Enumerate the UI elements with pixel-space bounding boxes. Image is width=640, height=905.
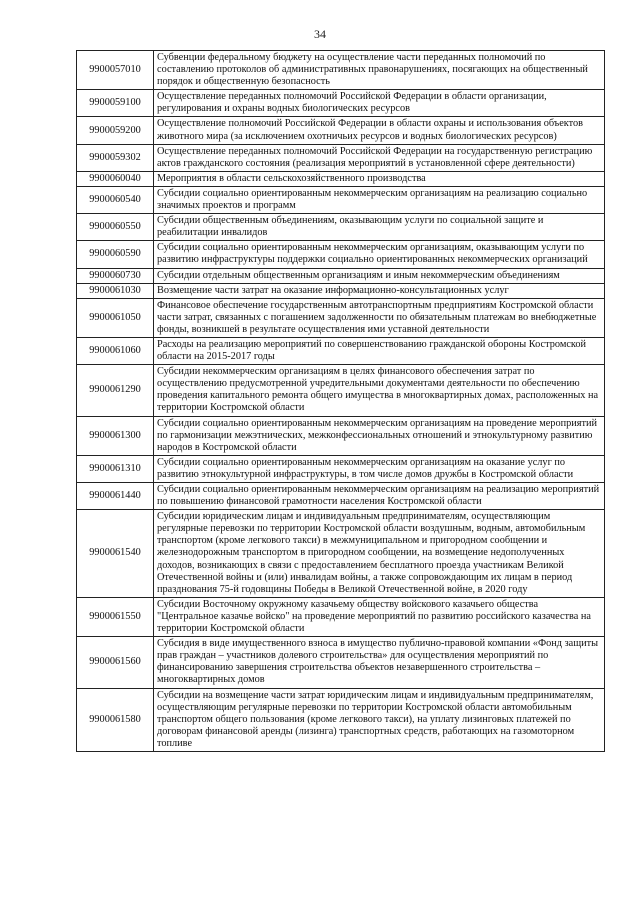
row-code: 9900061550 [77, 597, 154, 636]
row-description: Субсидии на возмещение части затрат юридическим лицам и индивидуальным предпринимателям, осуществляющим регулярные перевозки по территории Костромской области автомобильным транспортом общего пользования (кроме легкового такси), на уплату лизинговых платежей по договорам финансовой аренды (лизинга) транспортных средств, работающих на газомоторном топливе [154, 688, 605, 751]
row-code: 9900059100 [77, 90, 154, 117]
table-row [77, 117, 605, 144]
row-description: Субсидии социально ориентированным некоммерческим организациям на проведение мероприятий по гармонизации межэтнических, межконфессиональных отношений и этнокультурному развитию народов в Костромской области [154, 416, 605, 455]
row-description: Субсидии социально ориентированным некоммерческим организациям на реализацию мероприятий по повышению финансовой грамотности населения Костромской области [154, 483, 605, 510]
table-row [77, 283, 605, 298]
table-row [77, 688, 605, 751]
row-code: 9900060590 [77, 241, 154, 268]
row-code: 9900060730 [77, 268, 154, 283]
row-code: 9900060550 [77, 214, 154, 241]
table-row [77, 637, 605, 688]
row-code: 9900061030 [77, 283, 154, 298]
table-row [77, 455, 605, 482]
table-body [77, 51, 605, 752]
table-row [77, 510, 605, 598]
table-row [77, 186, 605, 213]
row-description: Субсидии Восточному окружному казачьему обществу войскового казачьего общества "Центральное казачье войско" на проведение мероприятий по развитию российского казачества на территории Костромской области [154, 597, 605, 636]
row-description: Субсидии отдельным общественным организациям и иным некоммерческим объединениям [154, 268, 605, 283]
row-description: Субвенции федеральному бюджету на осуществление части переданных полномочий по составлению протоколов об административных правонарушениях, посягающих на общественный порядок и общественную безопасность [154, 51, 605, 90]
table-row [77, 597, 605, 636]
row-description: Субсидии некоммерческим организациям в целях финансового обеспечения затрат по осуществлению предусмотренной учредительными документами деятельности по обеспечению проведения капитального ремонта общего имущества в многоквартирных домах, расположенных на территории Костромской области [154, 365, 605, 416]
row-description: Субсидии общественным объединениям, оказывающим услуги по социальной защите и реабилитации инвалидов [154, 214, 605, 241]
row-description: Субсидии юридическим лицам и индивидуальным предпринимателям, осуществляющим регулярные перевозки по территории Костромской области воздушным, водным, автомобильным транспортом (кроме легкового такси) в межмуниципальном и пригородном сообщении и железнодорожным транспортом в пригородном сообщении, на возмещение недополученных доходов, возникающих в связи с предоставлением бесплатного проезда участникам Великой Отечественной войны и (или) инвалидам войны, а также сопровождающим их лицам в период празднования 75-й годовщины Победы в Великой Отечественной войне, в 2020 году [154, 510, 605, 598]
row-description: Субсидии социально ориентированным некоммерческим организациям на оказание услуг по развитию этнокультурной инфраструктуры, в том числе домов дружбы в Костромской области [154, 455, 605, 482]
row-code: 9900061560 [77, 637, 154, 688]
table-row [77, 171, 605, 186]
table-row [77, 90, 605, 117]
table-row [77, 144, 605, 171]
budget-code-table [76, 50, 605, 752]
row-code: 9900060040 [77, 171, 154, 186]
table-row [77, 365, 605, 416]
row-description: Расходы на реализацию мероприятий по совершенствованию гражданской обороны Костромской области на 2015-2017 годы [154, 337, 605, 364]
table-row [77, 51, 605, 90]
row-code: 9900061290 [77, 365, 154, 416]
row-description: Субсидии социально ориентированным некоммерческим организациям, оказывающим услуги по развитию инфраструктуры поддержки социально ориентированных некоммерческих организаций [154, 241, 605, 268]
row-code: 9900061580 [77, 688, 154, 751]
row-description: Осуществление переданных полномочий Российской Федерации в области организации, регулирования и охраны водных биологических ресурсов [154, 90, 605, 117]
row-code: 9900061060 [77, 337, 154, 364]
table-row [77, 241, 605, 268]
row-code: 9900061050 [77, 298, 154, 337]
row-description: Финансовое обеспечение государственным автотранспортным предприятиям Костромской области части затрат, связанных с погашением задолженности по обязательным платежам во внебюджетные фонды, возникшей в результате осуществления ими уставной деятельности [154, 298, 605, 337]
page-number: 34 [314, 27, 326, 41]
table-row [77, 214, 605, 241]
row-code: 9900061440 [77, 483, 154, 510]
row-code: 9900057010 [77, 51, 154, 90]
row-code: 9900061300 [77, 416, 154, 455]
table-row [77, 416, 605, 455]
row-code: 9900059200 [77, 117, 154, 144]
row-description: Возмещение части затрат на оказание информационно-консультационных услуг [154, 283, 605, 298]
row-code: 9900061310 [77, 455, 154, 482]
row-description: Осуществление полномочий Российской Федерации в области охраны и использования объектов животного мира (за исключением охотничьих ресурсов и водных биологических ресурсов) [154, 117, 605, 144]
row-description: Субсидия в виде имущественного взноса в имущество публично-правовой компании «Фонд защиты прав граждан – участников долевого строительства» для осуществления мероприятий по финансированию завершения строительства объектов незавершенного строительства – многоквартирных домов [154, 637, 605, 688]
row-code: 9900059302 [77, 144, 154, 171]
row-description: Осуществление переданных полномочий Российской Федерации на государственную регистрацию актов гражданского состояния (реализация мероприятий в установленной сфере деятельности) [154, 144, 605, 171]
table-row [77, 337, 605, 364]
row-code: 9900061540 [77, 510, 154, 598]
row-description: Субсидии социально ориентированным некоммерческим организациям на реализацию социально значимых проектов и программ [154, 186, 605, 213]
table-row [77, 298, 605, 337]
table-row [77, 483, 605, 510]
table-row [77, 268, 605, 283]
row-code: 9900060540 [77, 186, 154, 213]
row-description: Мероприятия в области сельскохозяйственного производства [154, 171, 605, 186]
